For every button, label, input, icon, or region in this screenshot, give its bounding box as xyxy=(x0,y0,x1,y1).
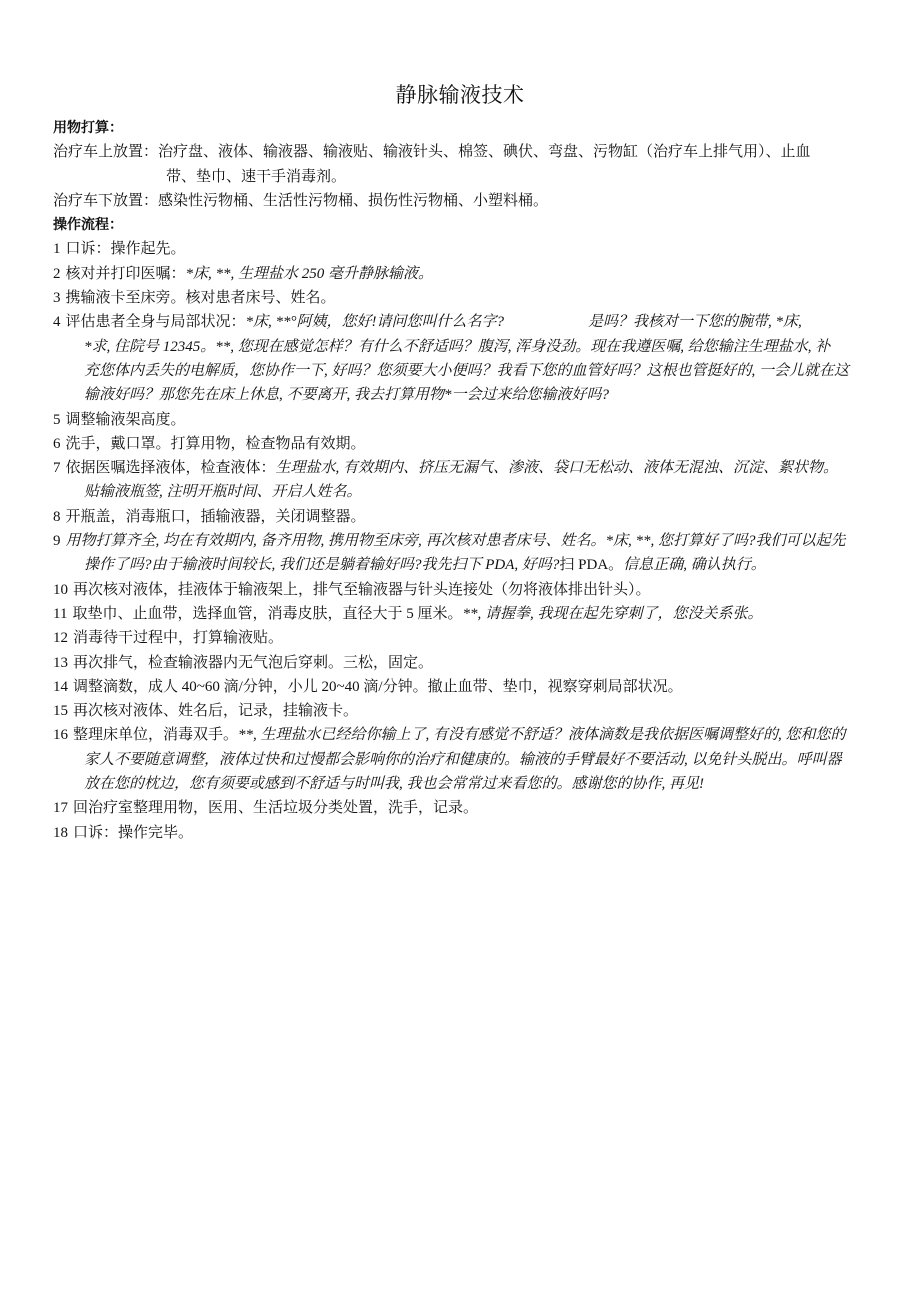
step-speech-text: 放在您的枕边，您有须要或感到不舒适与时叫我, 我也会常常过来看您的。感谢您的协作, 再见! xyxy=(84,776,704,793)
step-text: 调整输液架高度。 xyxy=(65,411,186,428)
step-line xyxy=(53,626,883,650)
step-text: 取垫巾、止血带，选择血管，消毒皮肤，直径大于 5 厘米。 xyxy=(72,605,463,622)
supply-lines xyxy=(158,189,548,213)
step-line xyxy=(53,553,883,577)
procedure-step xyxy=(53,310,883,407)
step-line xyxy=(53,383,883,407)
step-number: 16 xyxy=(53,727,68,744)
procedure-step xyxy=(53,602,883,626)
step-text: 洗手，戴口罩。打算用物，检查物品有效期。 xyxy=(65,435,366,452)
step-speech-text: 家人不要随意调整，液体过快和过慢都会影响你的治疗和健康的。输液的手臂最好不要活动, 以免针头脱出。呼叫器 xyxy=(84,751,842,768)
supply-lines xyxy=(158,140,811,189)
step-number: 9 xyxy=(53,533,61,550)
step-text: 依据医嘱选择液体，检查液体： xyxy=(65,460,276,477)
supply-label: 治疗车上放置： xyxy=(53,144,159,161)
step-line xyxy=(53,699,883,723)
step-number: 6 xyxy=(53,435,61,452)
step-speech-text: 充您体内丢失的电解质，您协作一下, 好吗？您须要大小便吗？我看下您的血管好吗？这根也管挺好的, 一会儿就在这 xyxy=(84,362,850,379)
step-speech-text: *床, **°阿姨，您好!请问您叫什么名字? xyxy=(245,314,505,331)
step-speech-text: 贴输液瓶签, 注明开瓶时间、开启人姓名。 xyxy=(84,484,362,501)
procedure-step xyxy=(53,821,883,845)
step-line xyxy=(53,748,883,772)
step-line xyxy=(53,310,883,334)
procedure-step xyxy=(53,237,883,261)
step-speech-text: 信息正确, 确认执行。 xyxy=(623,557,766,574)
step-text: 口诉：操作完毕。 xyxy=(73,824,194,841)
step-text: 再次核对液体，挂液体于输液架上，排气至输液器与针头连接处（勿将液体排出针头）。 xyxy=(73,581,651,598)
step-number: 3 xyxy=(53,290,61,307)
procedure-step xyxy=(53,529,883,578)
procedure-step xyxy=(53,626,883,650)
step-text: 整理床单位，消毒双手。 xyxy=(73,727,239,744)
step-text: 扫 PDA。 xyxy=(559,557,624,574)
step-speech-text: *床, **, 生理盐水 250 毫升静脉输液。 xyxy=(185,265,434,282)
step-line xyxy=(53,408,883,432)
step-line xyxy=(53,772,883,796)
supply-row xyxy=(53,140,883,189)
procedure-step xyxy=(53,432,883,456)
step-line xyxy=(53,723,883,747)
step-line xyxy=(53,359,883,383)
step-number: 7 xyxy=(53,460,61,477)
step-line xyxy=(53,456,883,480)
step-line xyxy=(53,505,883,529)
step-speech-text: 生理盐水, 有效期内、挤压无漏气、渗液、袋口无松动、液体无混浊、沉淀、絮状物。 xyxy=(275,460,839,477)
document-body xyxy=(53,116,883,845)
procedure-step xyxy=(53,796,883,820)
step-number: 4 xyxy=(53,314,61,331)
procedure-step xyxy=(53,456,883,505)
step-speech-text: 用物打算齐全, 均在有效期内, 备齐用物, 携用物至床旁, 再次核对患者床号、姓名。*床, **, 您打算好了吗?我们可以起先 xyxy=(65,533,846,550)
step-number: 18 xyxy=(53,824,68,841)
step-line xyxy=(53,529,883,553)
step-number: 13 xyxy=(53,654,68,671)
supply-row xyxy=(53,189,883,213)
step-number: 2 xyxy=(53,265,61,282)
step-text: 再次排气，检查输液器内无气泡后穿刺。三松，固定。 xyxy=(73,654,434,671)
step-line xyxy=(53,578,883,602)
procedure-steps xyxy=(53,237,883,844)
step-speech-text: 是吗？我核对一下您的腕带, *床, xyxy=(588,314,802,331)
supply-text-line: 治疗盘、液体、输液器、输液贴、输液针头、棉签、碘伏、弯盘、污物缸（治疗车上排气用）、止血 xyxy=(158,144,811,161)
step-line xyxy=(53,286,883,310)
supply-text-line: 带、垫巾、速干手消毒剂。 xyxy=(166,168,347,185)
step-line xyxy=(53,335,883,359)
supplies-heading: 用物打算： xyxy=(53,120,123,136)
procedure-step xyxy=(53,286,883,310)
step-line xyxy=(53,796,883,820)
step-text: 携输液卡至床旁。核对患者床号、姓名。 xyxy=(65,290,336,307)
supplies-list xyxy=(53,140,883,213)
step-text: 回治疗室整理用物，医用、生活垃圾分类处置，洗手，记录。 xyxy=(73,800,479,817)
step-number: 1 xyxy=(53,241,61,258)
step-number: 14 xyxy=(53,678,68,695)
step-line xyxy=(53,821,883,845)
step-text: 调整滴数，成人 40~60 滴/分钟，小儿 20~40 滴/分钟。撤止血带、垫巾，视察穿刺局部状况。 xyxy=(73,678,683,695)
supply-text-line: 感染性污物桶、生活性污物桶、损伤性污物桶、小塑料桶。 xyxy=(158,192,549,209)
step-number: 10 xyxy=(53,581,68,598)
step-line xyxy=(53,262,883,286)
procedure-step xyxy=(53,578,883,602)
procedure-step xyxy=(53,723,883,796)
step-speech-text: 操作了吗?由于输液时间较长, 我们还是躺着输好吗?我先扫下 PDA, 好吗? xyxy=(84,557,560,574)
step-line xyxy=(53,651,883,675)
procedure-step xyxy=(53,408,883,432)
step-number: 5 xyxy=(53,411,61,428)
step-line xyxy=(53,602,883,626)
supply-label: 治疗车下放置： xyxy=(53,192,159,209)
procedure-step xyxy=(53,675,883,699)
step-number: 11 xyxy=(53,605,68,622)
step-speech-text: 输液好吗？那您先在床上休息, 不要离开, 我去打算用物*一会过来给您输液好吗? xyxy=(84,387,610,404)
procedure-step xyxy=(53,651,883,675)
step-text: 评估患者全身与局部状况： xyxy=(65,314,246,331)
step-number: 12 xyxy=(53,630,68,647)
step-speech-text: **, 请握拳, 我现在起先穿刺了，您没关系张。 xyxy=(462,605,763,622)
procedure-heading: 操作流程： xyxy=(53,217,123,234)
step-line xyxy=(53,237,883,261)
procedure-step xyxy=(53,505,883,529)
step-number: 8 xyxy=(53,508,61,525)
step-speech-text: **, 生理盐水已经给你输上了, 有没有感觉不舒适？液体滴数是我依据医嘱调整好的, 您和您的 xyxy=(238,727,846,744)
document-title: 静脉输液技术 xyxy=(395,83,525,107)
step-text: 口诉：操作起先。 xyxy=(65,241,186,258)
step-number: 15 xyxy=(53,703,68,720)
procedure-step xyxy=(53,262,883,286)
step-speech-text: *求, 住院号 12345。**, 您现在感觉怎样？有什么不舒适吗？腹泻, 浑身没劲。现在我遵医嘱, 给您输注生理盐水, 补 xyxy=(84,338,831,355)
procedure-step xyxy=(53,699,883,723)
step-text: 开瓶盖，消毒瓶口，插输液器，关闭调整器。 xyxy=(65,508,366,525)
step-line xyxy=(53,480,883,504)
step-line xyxy=(53,675,883,699)
step-number: 17 xyxy=(53,800,68,817)
step-text: 再次核对液体、姓名后，记录，挂输液卡。 xyxy=(73,703,359,720)
step-line xyxy=(53,432,883,456)
step-text: 核对并打印医嘱： xyxy=(65,265,186,282)
step-text: 消毒待干过程中，打算输液贴。 xyxy=(73,630,284,647)
